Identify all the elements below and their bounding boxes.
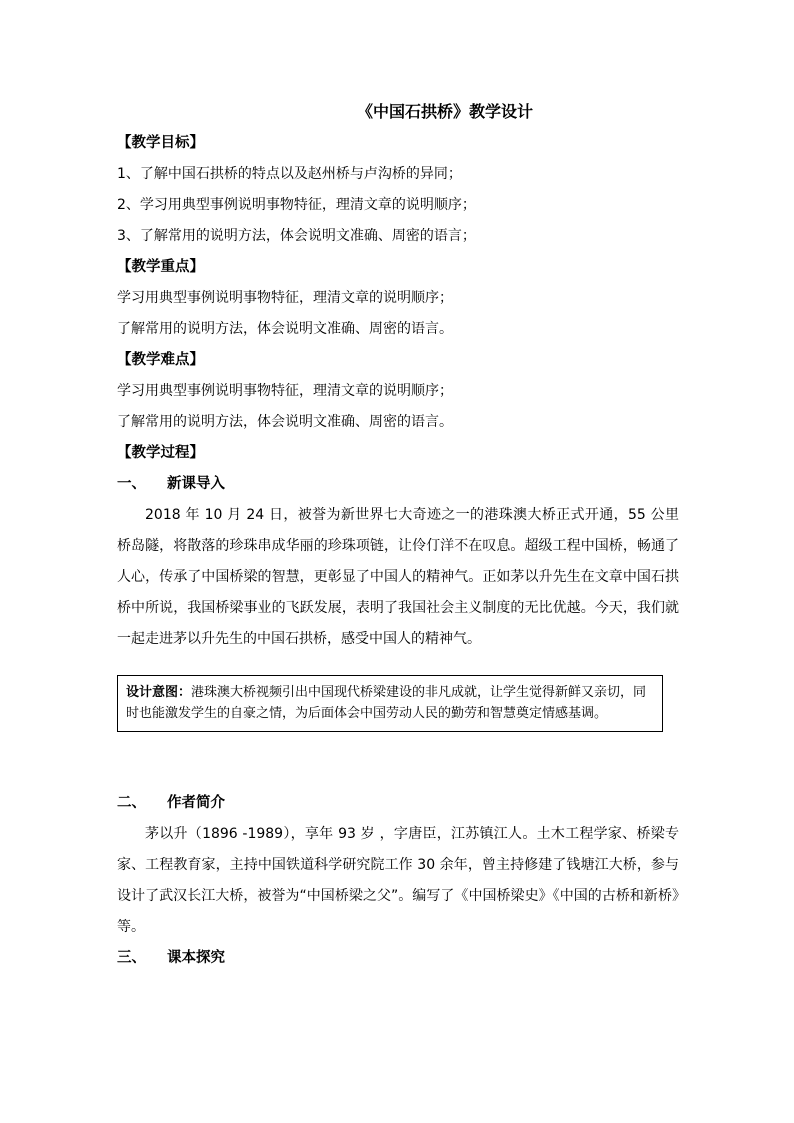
key-points-heading: 【教学重点】	[117, 259, 204, 275]
step-title: 作者简介	[167, 795, 225, 811]
design-intent-box	[117, 675, 663, 732]
key-point-item: 学习用典型事例说明事物特征，理清文章的说明顺序；	[117, 290, 453, 306]
difficulty-item: 了解常用的说明方法，体会说明文准确、周密的语言。	[117, 414, 453, 430]
process-heading: 【教学过程】	[117, 445, 204, 461]
author-paragraph: 茅以升（1896 -1989），享年 93 岁 ，字唐臣，江苏镇江人。土木工程学家、桥梁专家、工程教育家，主持中国铁道科学研究院工作 30 余年，曾主持修建了钱塘江大桥，参与设计了武汉长江大桥，被誉为“中国桥梁之父”。编写了《中国桥梁史》《中国的古桥和新桥》等。	[117, 826, 679, 935]
step-number: 二、	[117, 795, 146, 811]
intro-paragraph: 2018 年 10 月 24 日，被誉为新世界七大奇迹之一的港珠澳大桥正式开通，55 公里桥岛隧，将散落的珍珠串成华丽的珍珠项链，让伶仃洋不在叹息。超级工程中国桥，畅通了人心，传承了中国桥梁的智慧，更彰显了中国人的精神气。正如茅以升先生在文章中国石拱桥中所说，我国桥梁事业的飞跃发展，表明了我国社会主义制度的无比优越。今天，我们就一起走进茅以升先生的中国石拱桥，感受中国人的精神气。	[117, 507, 679, 647]
step-heading-explore	[117, 943, 679, 974]
goals-heading: 【教学目标】	[117, 135, 204, 151]
design-intent-label: 设计意图：	[126, 685, 192, 700]
goal-item: 3、了解常用的说明方法，体会说明文准确、周密的语言；	[117, 228, 476, 244]
step-heading-intro	[117, 469, 679, 500]
goal-item: 1、了解中国石拱桥的特点以及赵州桥与卢沟桥的异同；	[117, 166, 462, 182]
document-title: 《中国石拱桥》教学设计	[356, 102, 533, 121]
step-title: 新课导入	[167, 476, 225, 492]
difficulty-item: 学习用典型事例说明事物特征，理清文章的说明顺序；	[117, 383, 453, 399]
key-point-item: 了解常用的说明方法，体会说明文准确、周密的语言。	[117, 321, 453, 337]
spacer	[117, 732, 679, 788]
document-page	[117, 96, 679, 974]
step-title: 课本探究	[167, 950, 225, 966]
design-intent-text: 港珠澳大桥视频引出中国现代桥梁建设的非凡成就，让学生觉得新鲜又亲切，同时也能激发学生的自豪之情，为后面体会中国劳动人民的勤劳和智慧奠定情感基调。	[126, 685, 647, 721]
step-heading-author	[117, 788, 679, 819]
difficulties-heading: 【教学难点】	[117, 352, 204, 368]
step-number: 一、	[117, 476, 146, 492]
goal-item: 2、学习用典型事例说明事物特征，理清文章的说明顺序；	[117, 197, 476, 213]
step-number: 三、	[117, 950, 146, 966]
